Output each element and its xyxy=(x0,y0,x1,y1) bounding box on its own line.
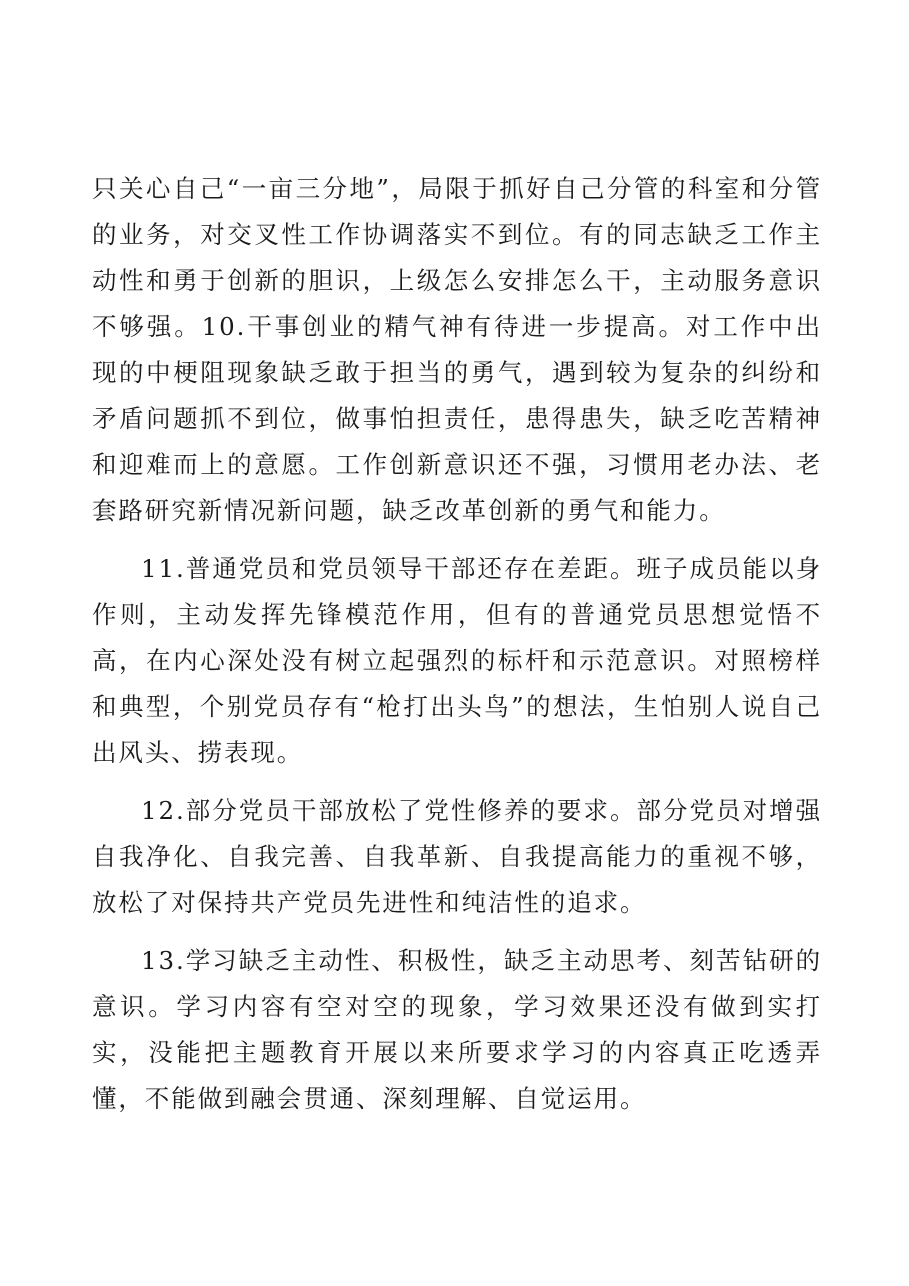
document-body xyxy=(92,166,822,1134)
paragraph-item-13: 13.学习缺乏主动性、积极性，缺乏主动思考、刻苦钻研的意识。学习内容有空对空的现象，学习效果还没有做到实打实，没能把主题教育开展以来所要求学习的内容真正吃透弄懂，不能做到融会贯通、深刻理解、自觉运用。 xyxy=(92,946,822,1113)
paragraph-item-12: 12.部分党员干部放松了党性修养的要求。部分党员对增强自我净化、自我完善、自我革新、自我提高能力的重视不够，放松了对保持共产党员先进性和纯洁性的追求。 xyxy=(92,796,822,917)
paragraph-item-11: 11.普通党员和党员领导干部还存在差距。班子成员能以身作则，主动发挥先锋模范作用，但有的普通党员思想觉悟不高，在内心深处没有树立起强烈的标杆和示范意识。对照榜样和典型，个别党员存有“枪打出头鸟”的想法，生怕别人说自己出风头、捞表现。 xyxy=(92,554,822,767)
paragraph-continuation: 只关心自己“一亩三分地”，局限于抓好自己分管的科室和分管的业务，对交叉性工作协调落实不到位。有的同志缺乏工作主动性和勇于创新的胆识，上级怎么安排怎么干，主动服务意识不够强。10.干事创业的精气神有待进一步提高。对工作中出现的中梗阻现象缺乏敢于担当的勇气，遇到较为复杂的纠纷和矛盾问题抓不到位，做事怕担责任，患得患失，缺乏吃苦精神和迎难而上的意愿。工作创新意识还不强，习惯用老办法、老套路研究新情况新问题，缺乏改革创新的勇气和能力。 xyxy=(92,174,822,525)
